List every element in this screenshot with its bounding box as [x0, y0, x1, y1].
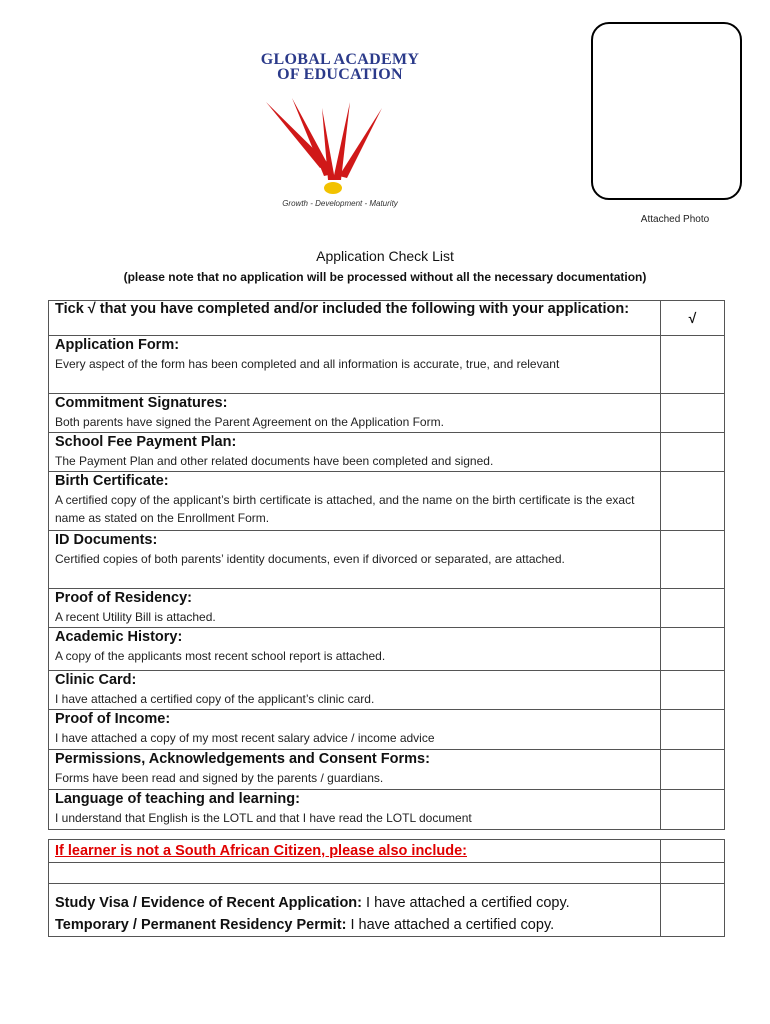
tick-header: √: [661, 301, 725, 336]
checklist-row: [49, 750, 725, 790]
page-subtitle: (please note that no application will be processed without all the necessary documentation): [123, 270, 647, 284]
item-title: Birth Certificate:: [55, 473, 169, 489]
tick-box[interactable]: [661, 589, 725, 628]
school-logo: [222, 46, 470, 232]
item-description: A recent Utility Bill is attached.: [55, 610, 216, 624]
foreign-heading-row: [49, 840, 725, 863]
item-title: Clinic Card:: [55, 672, 137, 688]
permit-text: I have attached a certified copy.: [346, 917, 555, 933]
item-description: I have attached a certified copy of the applicant’s clinic card.: [55, 692, 375, 706]
tick-box[interactable]: [661, 336, 725, 394]
item-description: Both parents have signed the Parent Agreement on the Application Form.: [55, 415, 444, 429]
tick-box[interactable]: [661, 750, 725, 790]
tick-box[interactable]: [661, 790, 725, 830]
checklist-row: [49, 710, 725, 750]
foreign-citizen-table: [48, 839, 725, 937]
checklist-table: [48, 300, 725, 830]
permit-label: Temporary / Permanent Residency Permit:: [55, 917, 347, 933]
tick-box[interactable]: [661, 863, 725, 884]
photo-label: Attached Photo: [640, 214, 710, 225]
item-title: School Fee Payment Plan:: [55, 434, 237, 450]
item-title: Academic History:: [55, 629, 183, 645]
logo-name-line1: GLOBAL ACADEMY: [260, 51, 420, 68]
checklist-header: Tick √ that you have completed and/or included the following with your application:: [49, 301, 661, 336]
tick-box[interactable]: [661, 671, 725, 710]
checklist-row: [49, 589, 725, 628]
page-title: Application Check List: [316, 248, 454, 264]
item-title: ID Documents:: [55, 532, 158, 548]
foreign-heading: If learner is not a South African Citizen, please also include:: [55, 843, 467, 859]
item-title: Commitment Signatures:: [55, 395, 228, 411]
checklist-row: [49, 472, 725, 531]
item-description: Certified copies of both parents’ identity documents, even if divorced or separated, are attached.: [55, 552, 565, 566]
tick-box[interactable]: [661, 628, 725, 671]
checklist-row: [49, 433, 725, 472]
foreign-item-row: [49, 884, 725, 937]
item-description: A copy of the applicants most recent school report is attached.: [55, 649, 386, 663]
logo-tagline: Growth - Development - Maturity: [282, 199, 398, 208]
blank-row: [49, 863, 725, 884]
visa-text: I have attached a certified copy.: [362, 895, 570, 911]
photo-placeholder[interactable]: [591, 22, 742, 200]
item-title: Application Form:: [55, 337, 180, 353]
checklist-row: [49, 628, 725, 671]
item-title: Language of teaching and learning:: [55, 791, 300, 807]
item-description: I understand that English is the LOTL and that I have read the LOTL document: [55, 811, 472, 825]
checklist-row: [49, 790, 725, 830]
checklist-row: [49, 671, 725, 710]
item-description: The Payment Plan and other related documents have been completed and signed.: [55, 454, 494, 468]
tick-box[interactable]: [661, 710, 725, 750]
checklist-row: [49, 336, 725, 394]
item-description: Every aspect of the form has been completed and all information is accurate, true, and relevant: [55, 357, 560, 371]
item-description: Forms have been read and signed by the parents / guardians.: [55, 771, 384, 785]
tick-box[interactable]: [661, 433, 725, 472]
tick-box[interactable]: [661, 840, 725, 863]
item-title: Proof of Residency:: [55, 590, 192, 606]
checklist-row: [49, 531, 725, 589]
tick-box[interactable]: [661, 472, 725, 531]
logo-name-line2: OF EDUCATION: [277, 66, 403, 83]
tick-box[interactable]: [661, 394, 725, 433]
checklist-row: [49, 394, 725, 433]
item-title: Permissions, Acknowledgements and Consent Forms:: [55, 751, 430, 767]
visa-label: Study Visa / Evidence of Recent Application:: [55, 895, 362, 911]
checklist-header-row: [49, 301, 725, 336]
item-title: Proof of Income:: [55, 711, 171, 727]
tick-box[interactable]: [661, 884, 725, 937]
item-description: A certified copy of the applicant’s birth certificate is attached, and the name on the birth certificate is the exact name as stated on the Enrollment Form.: [55, 493, 635, 525]
item-description: I have attached a copy of my most recent salary advice / income advice: [55, 731, 435, 745]
tick-box[interactable]: [661, 531, 725, 589]
